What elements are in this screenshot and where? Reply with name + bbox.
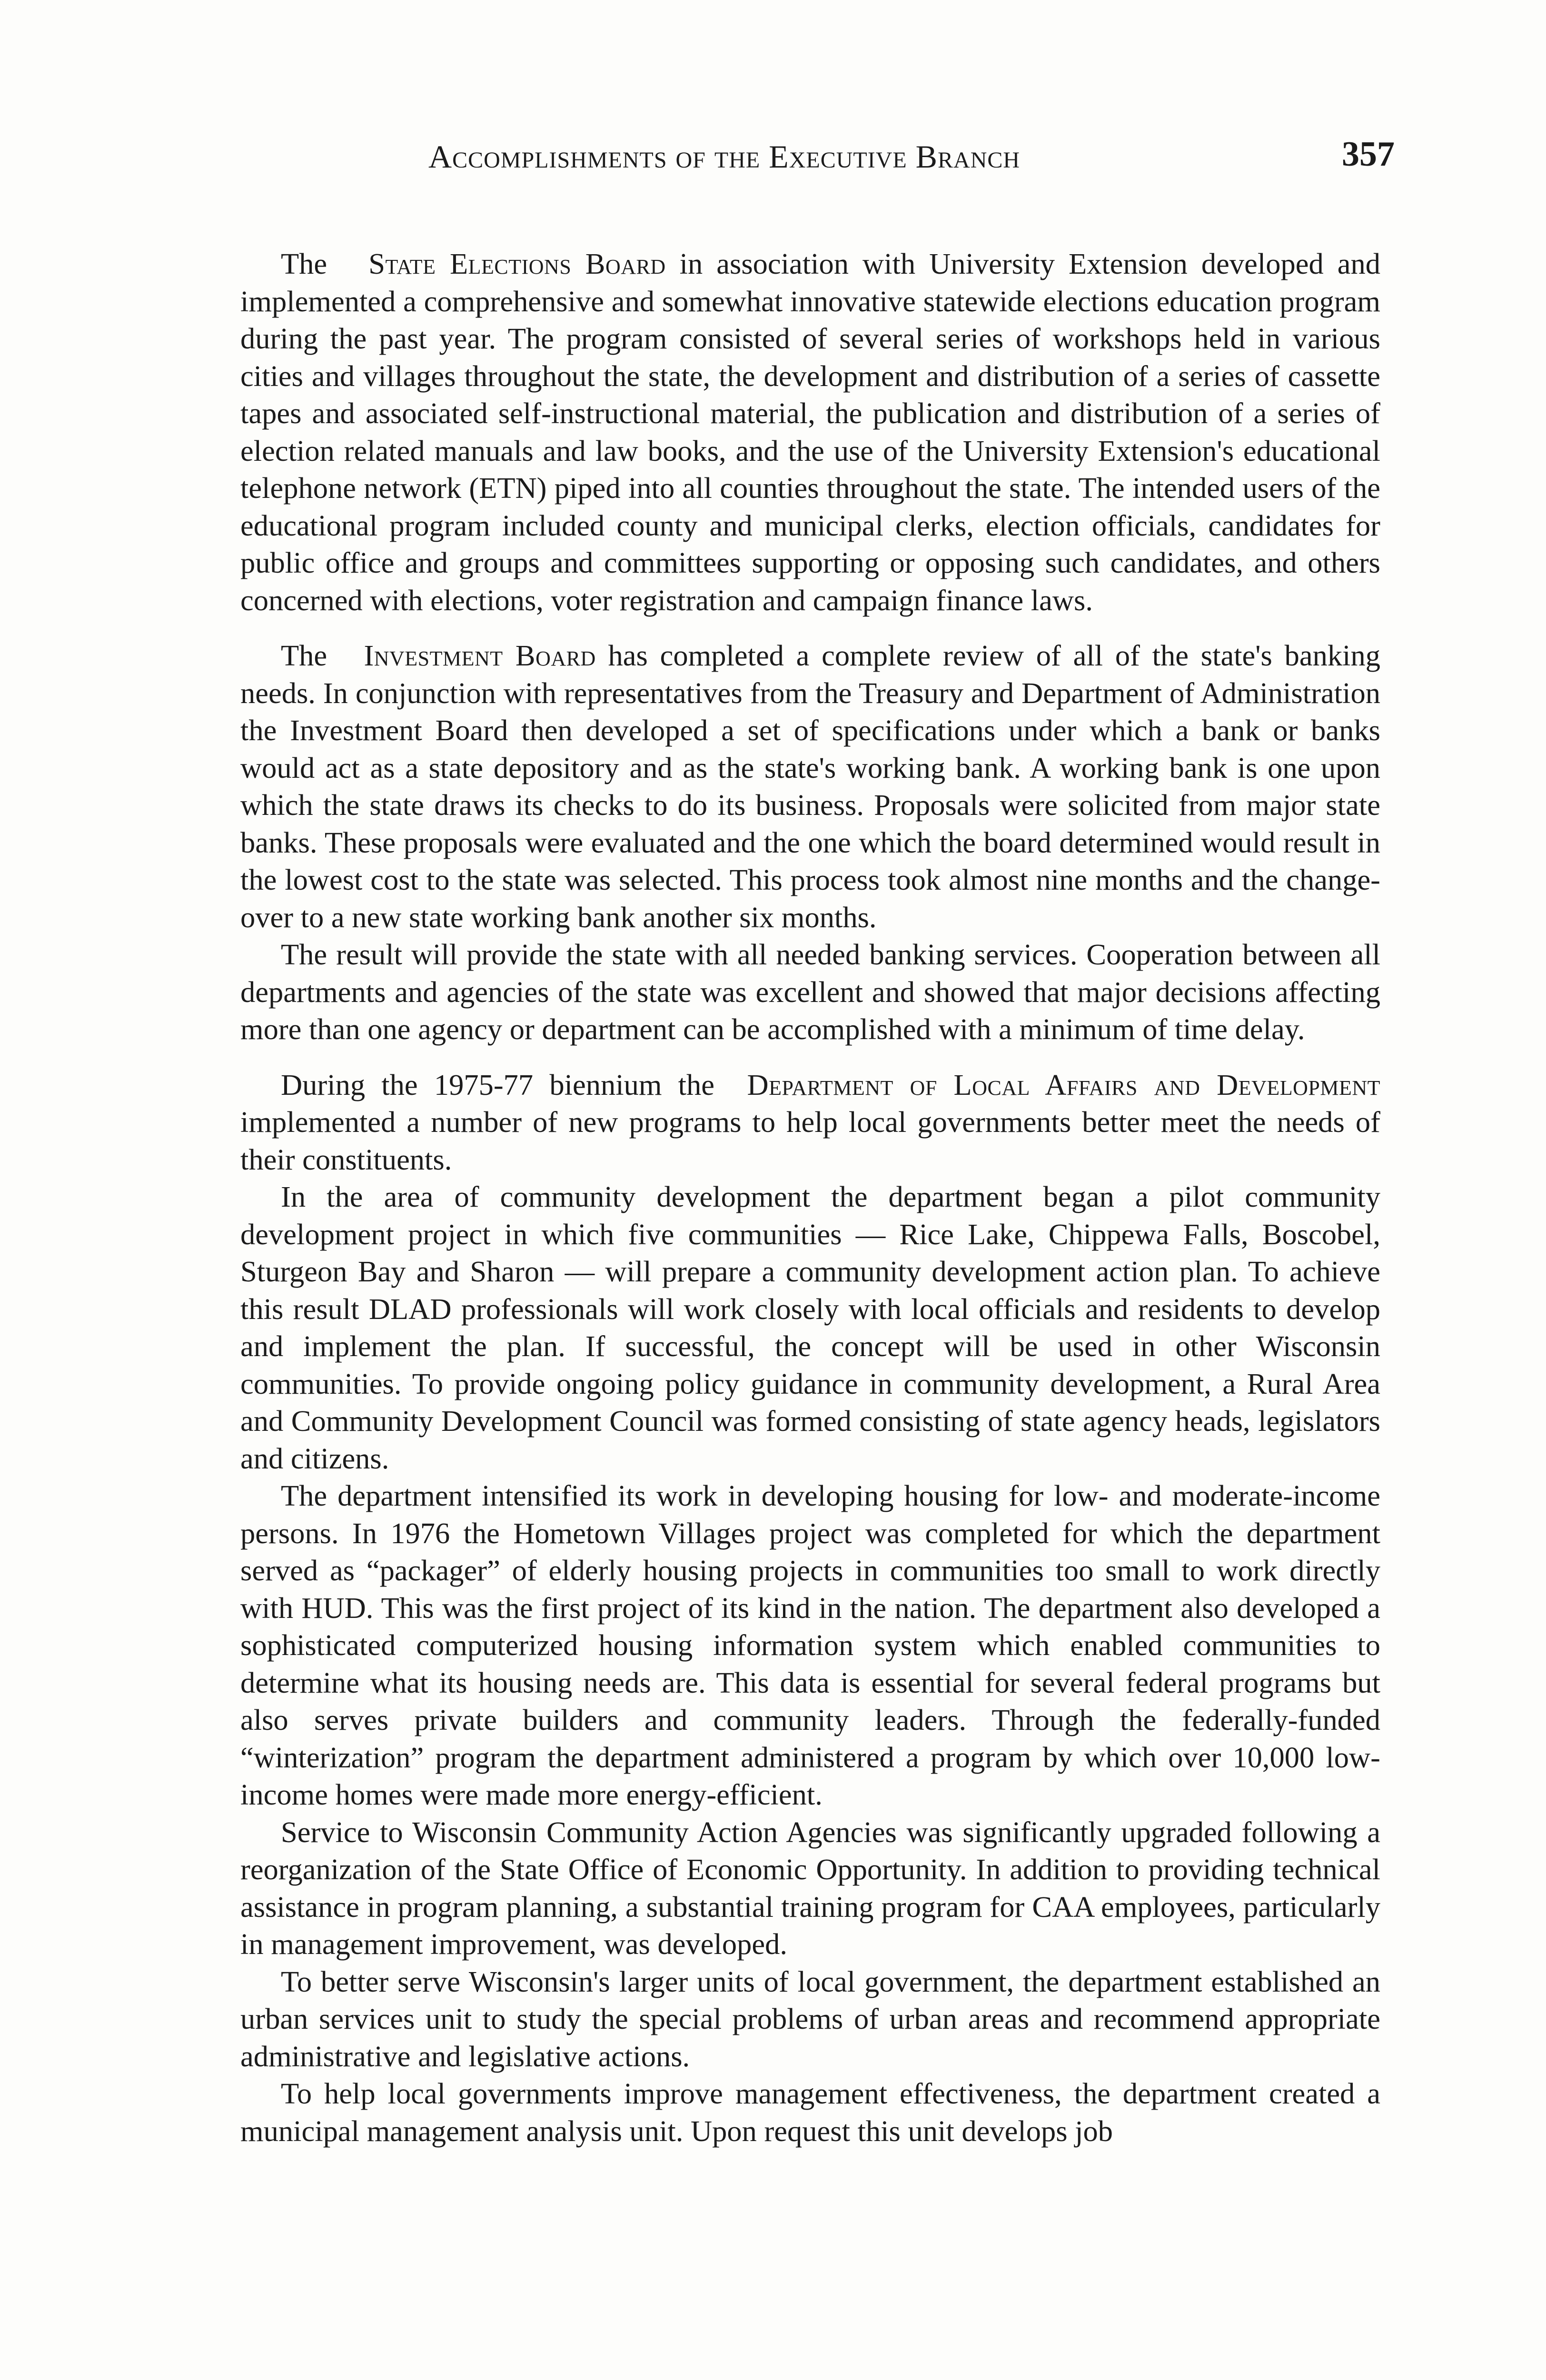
agency-name-investment-board: Investment Board bbox=[364, 639, 596, 672]
paragraph-body: implemented a number of new programs to help local governments better meet the needs of their constituents. bbox=[240, 1105, 1380, 1176]
paragraph-body: has completed a complete review of all of the state's banking needs. In conjunction with representatives from the Treasury and Department of Administration the Investment Board then developed a set of specifications under which a bank or banks would act as a state depository and as the state's working bank. A working bank is one upon which the state draws its checks to do its business. Proposals were solicited from major state banks. These proposals were evaluated and the one which the board determined would result in the lowest cost to the state was selected. This process took almost nine months and the change-over to a new state working bank another six months. bbox=[240, 639, 1380, 934]
paragraph-lead: During the 1975-77 biennium the bbox=[281, 1068, 715, 1101]
elections-board-paragraph bbox=[240, 245, 1380, 619]
body-text bbox=[240, 245, 1380, 2150]
banking-result-paragraph: The result will provide the state with all needed banking services. Cooperation between all departments and agencies of the state was excellent and showed that major decisions affecting more than one agency or department can be accomplished with a minimum of time delay. bbox=[240, 938, 1380, 1046]
header-title: Accomplishments of the Executive Branch bbox=[428, 139, 1021, 175]
investment-board-paragraph bbox=[240, 637, 1380, 936]
paragraph-lead: The bbox=[281, 247, 327, 280]
housing-paragraph: The department intensified its work in developing housing for low- and moderate-income persons. In 1976 the Hometown Villages project was completed for which the department served as “packager” of elderly housing projects in communities too small to work directly with HUD. This was the first project of its kind in the nation. The department also developed a sophisticated computerized housing information system which enabled communities to determine what its housing needs are. This data is essential for several federal programs but also serves private builders and community leaders. Through the federally-funded “winterization” program the department administered a program by which over 10,000 low-income homes were made more energy-efficient. bbox=[240, 1479, 1380, 1811]
paragraph-body: in association with University Extension developed and implemented a comprehensive and somewhat innovative statewide elections education program during the past year. The program consisted of several series of workshops held in various cities and villages throughout the state, the development and distribution of a series of cassette tapes and associated self-instructional material, the publication and distribution of a series of election related manuals and law books, and the use of the University Extension's educational telephone network (ETN) piped into all counties throughout the state. The intended users of the educational program included county and municipal clerks, election officials, candidates for public office and groups and committees supporting or opposing such candidates, and others concerned with elections, voter registration and campaign finance laws. bbox=[240, 247, 1381, 617]
agency-name-local-affairs: Department of Local Affairs and Development bbox=[747, 1068, 1381, 1101]
community-action-paragraph: Service to Wisconsin Community Action Agencies was significantly upgraded following a reorganization of the State Office of Economic Opportunity. In addition to providing technical assistance in program planning, a substantial training program for CAA employees, particularly in management improvement, was developed. bbox=[240, 1815, 1380, 1961]
urban-services-paragraph: To better serve Wisconsin's larger units of local government, the department established an urban services unit to study the special problems of urban areas and recommend appropriate administrative and legislative actions. bbox=[240, 1964, 1380, 2073]
municipal-management-paragraph: To help local governments improve management effectiveness, the department created a municipal management analysis unit. Upon request this unit develops job bbox=[240, 2077, 1380, 2148]
page-number: 357 bbox=[1342, 135, 1395, 174]
paragraph-lead: The bbox=[281, 639, 327, 672]
community-development-paragraph: In the area of community development the department began a pilot community development project in which five communities — Rice Lake, Chippewa Falls, Boscobel, Sturgeon Bay and Sharon — will prepare a community development action plan. To achieve this result DLAD professionals will work closely with local officials and residents to develop and implement the plan. If successful, the concept will be used in other Wisconsin communities. To provide ongoing policy guidance in community development, a Rural Area and Community Development Council was formed consisting of state agency heads, legislators and citizens. bbox=[240, 1180, 1380, 1475]
agency-name-elections-board: State Elections Board bbox=[368, 247, 666, 280]
running-header bbox=[238, 135, 1395, 190]
local-affairs-intro-paragraph bbox=[240, 1066, 1380, 1179]
